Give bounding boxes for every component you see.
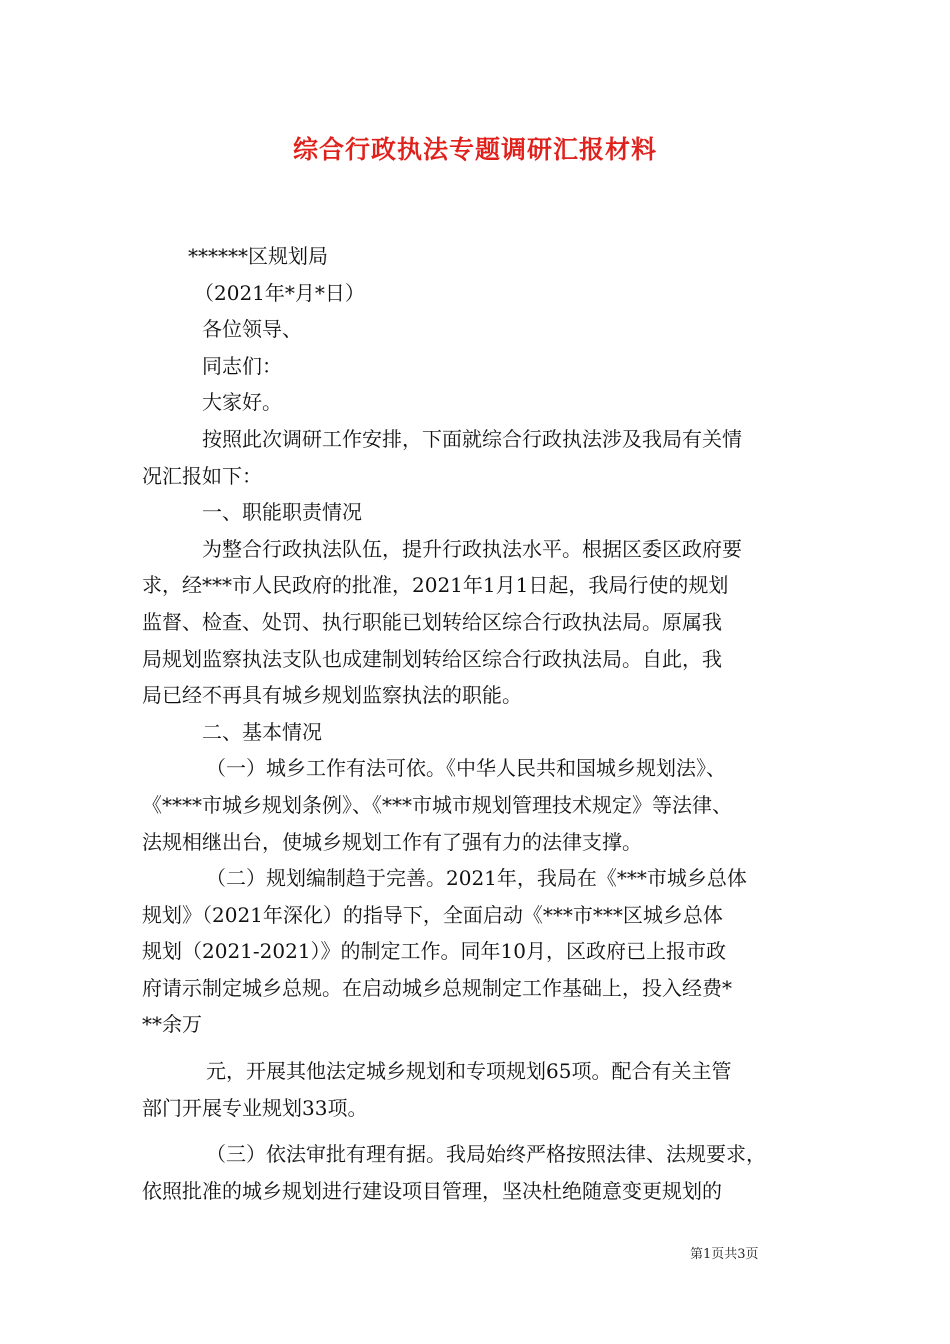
page-number: 第1页共3页 <box>690 1247 759 1262</box>
salutation-comrades: 同志们： <box>202 353 282 378</box>
section-1-line: 求，经***市人民政府的批准，2021年1月1日起，我局行使的规划 <box>142 573 729 598</box>
item-1-line: 法规相继出台，使城乡规划工作有了强有力的法律支撑。 <box>142 829 642 854</box>
item-2-continued-line: 元，开展其他法定城乡规划和专项规划65项。配合有关主管 <box>206 1059 732 1084</box>
intro-line: 况汇报如下： <box>142 463 262 488</box>
item-1-line: 《****市城乡规划条例》、《***市城市规划管理技术规定》等法律、 <box>142 792 732 817</box>
greeting-line: 大家好。 <box>202 390 282 415</box>
salutation-leaders: 各位领导、 <box>202 317 302 342</box>
document-body <box>142 238 810 1209</box>
item-2-line: （二）规划编制趋于完善。2021年，我局在《***市城乡总体 <box>206 866 747 891</box>
document-title: 综合行政执法专题调研汇报材料 <box>292 135 657 164</box>
item-3-line: 依照批准的城乡规划进行建设项目管理，坚决杜绝随意变更规划的 <box>142 1178 722 1203</box>
item-2-line: 府请示制定城乡总规。在启动城乡总规制定工作基础上，投入经费* <box>142 975 732 1000</box>
item-2-line: 规划》（2021年深化）的指导下，全面启动《***市***区城乡总体 <box>142 902 723 927</box>
section-1-line: 局规划监察执法支队也成建制划转给区综合行政执法局。自此，我 <box>142 646 722 671</box>
section-1-line: 局已经不再具有城乡规划监察执法的职能。 <box>142 683 522 708</box>
date-line: （2021年*月*日） <box>194 280 365 305</box>
section-heading: 一、职能职责情况 <box>202 500 362 525</box>
organization-line: ******区规划局 <box>188 244 328 268</box>
item-3-line: （三）依法审批有理有据。我局始终严格按照法律、法规要求， <box>206 1142 766 1167</box>
section-1-line: 监督、检查、处罚、执行职能已划转给区综合行政执法局。原属我 <box>142 609 722 634</box>
item-2-line: **余万 <box>142 1012 202 1037</box>
section-heading: 二、基本情况 <box>202 719 322 744</box>
intro-line: 按照此次调研工作安排，下面就综合行政执法涉及我局有关情 <box>202 426 742 451</box>
item-2-continued-line: 部门开展专业规划33项。 <box>142 1095 368 1120</box>
item-2-line: 规划（2021-2021）》的制定工作。同年10月，区政府已上报市政 <box>142 939 727 964</box>
section-1-line: 为整合行政执法队伍，提升行政执法水平。根据区委区政府要 <box>202 536 742 561</box>
item-1-line: （一）城乡工作有法可依。《中华人民共和国城乡规划法》、 <box>206 756 726 781</box>
